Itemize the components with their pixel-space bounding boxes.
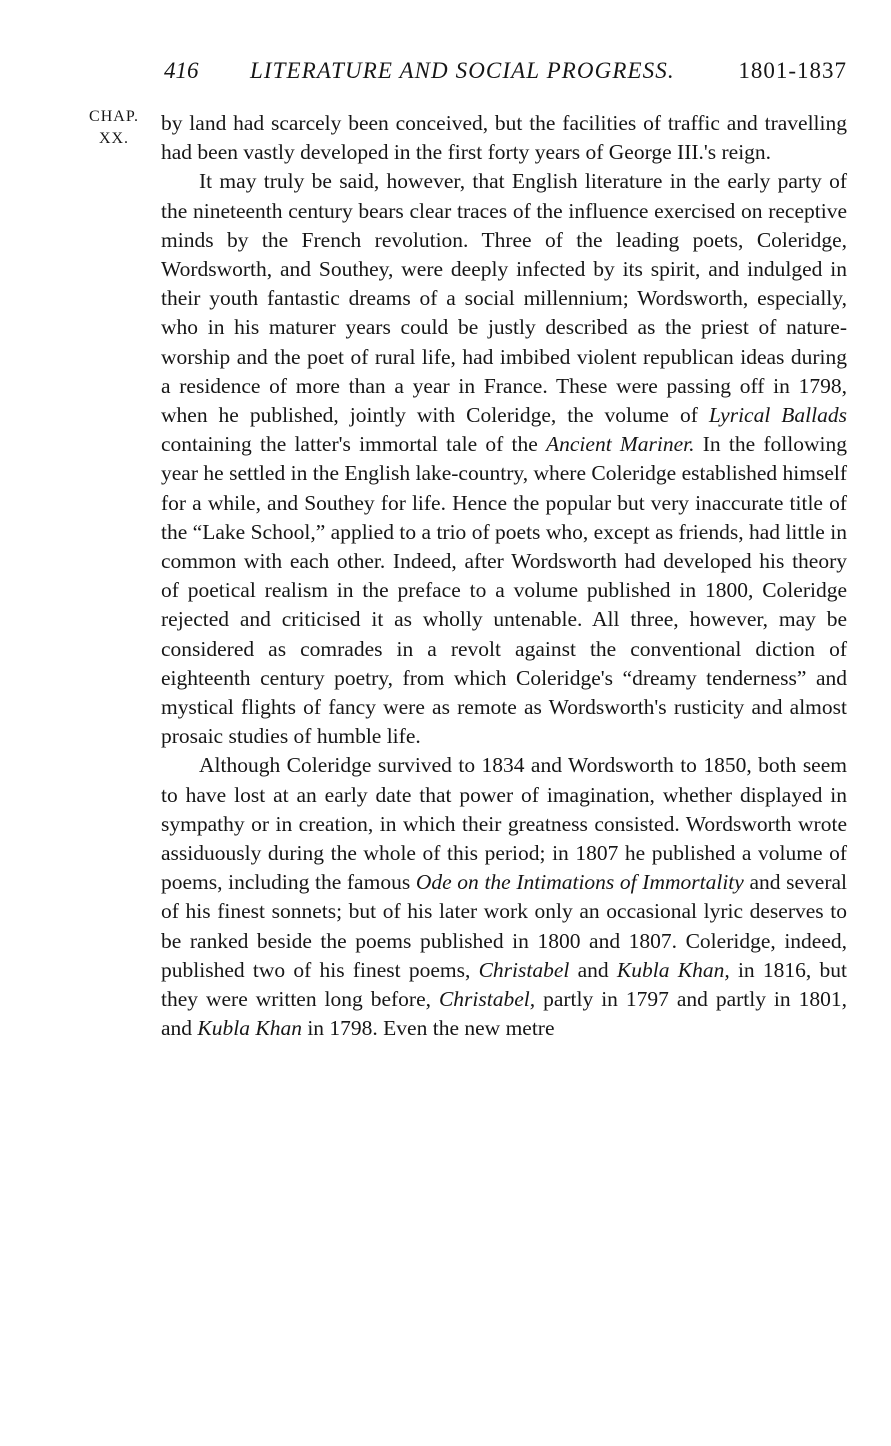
running-title: LITERATURE AND SOCIAL PROGRESS. [250,58,675,83]
italic-title: Christabel, [438,987,536,1012]
paragraph-p3 [161,751,847,1043]
text-run: containing the latter's immortal tale of the [161,432,546,457]
text-run: In the following year he settled in the English lake-country, where Coleridge established himself for a while, and Southey for life. Hence the popular but very inaccurate title of the “Lake School,” applied to a trio of poets who, except as friends, had little in common with each other. Indeed, after Wordsworth had developed his theory of poetical realism in the preface to a volume published in 1800, Coleridge rejected and criticised it as wholly untenable. All three, however, may be considered as comrades in a revolt against the conventional diction of eighteenth century poetry, from which Coleridge's “dreamy tenderness” and mystical flights of fancy were as remote as Wordsworth's rusticity and almost prosaic studies of humble life. [161,432,847,749]
text-run: It may truly be said, however, that English literature in the early party of the nineteenth century bears clear traces of the influence exercised on receptive minds by the French revolution. Three of the leading poets, Coleridge, Wordsworth, and Southey, were deeply infected by its spirit, and indulged in their youth fantastic dreams of a social millennium; Wordsworth, especially, who in his maturer years could be justly described as the priest of nature-worship and the poet of rural life, had imbibed violent republican ideas during a residence of more than a year in France. These were passing off in 1798, when he published, jointly with Coleridge, the volume of [161,169,847,428]
chapter-number: XX. [98,130,130,147]
paragraph-p2 [161,167,847,751]
text-run: in 1816, but they were written long before, [161,957,848,1012]
page-number: 416 [164,58,199,83]
text-run: and [569,957,617,982]
italic-title: Kubla Khan [197,1016,302,1041]
date-range: 1801-1837 [738,58,847,83]
text-run: by land had scarcely been conceived, but the facilities of traffic and travelling had been vastly developed in the first forty years of George III.'s reign. [161,111,847,165]
italic-title: Lyrical Ballads [708,403,847,428]
text-run: partly in 1797 and partly in 1801, and [161,987,847,1041]
italic-title: Ode on the Intimations of Immortality [415,870,744,895]
italic-title: Christabel [478,957,570,982]
text-run: Although Coleridge survived to 1834 and Wordsworth to 1850, both seem to have lost at an early date that power of imagination, whether displayed in sympathy or in creation, in which their greatness consisted. Wordsworth wrote assiduously during the whole of this period; in 1807 he published a volume of poems, including the famous [161,753,847,895]
text-run: and several of his finest sonnets; but of his later work only an occasional lyric deserves to be ranked beside the poems published in 1800 and 1807. Coleridge, indeed, published two of his finest poems, [161,870,848,982]
body-text [161,109,847,1044]
chapter-margin-note [74,106,154,150]
running-header [160,52,847,92]
italic-title: Ancient Mariner. [546,432,695,457]
paragraph-p1 [161,109,847,167]
italic-title: Kubla Khan, [616,957,730,982]
chapter-label: CHAP. [89,108,139,125]
text-run: in 1798. Even the new metre [301,1016,555,1041]
